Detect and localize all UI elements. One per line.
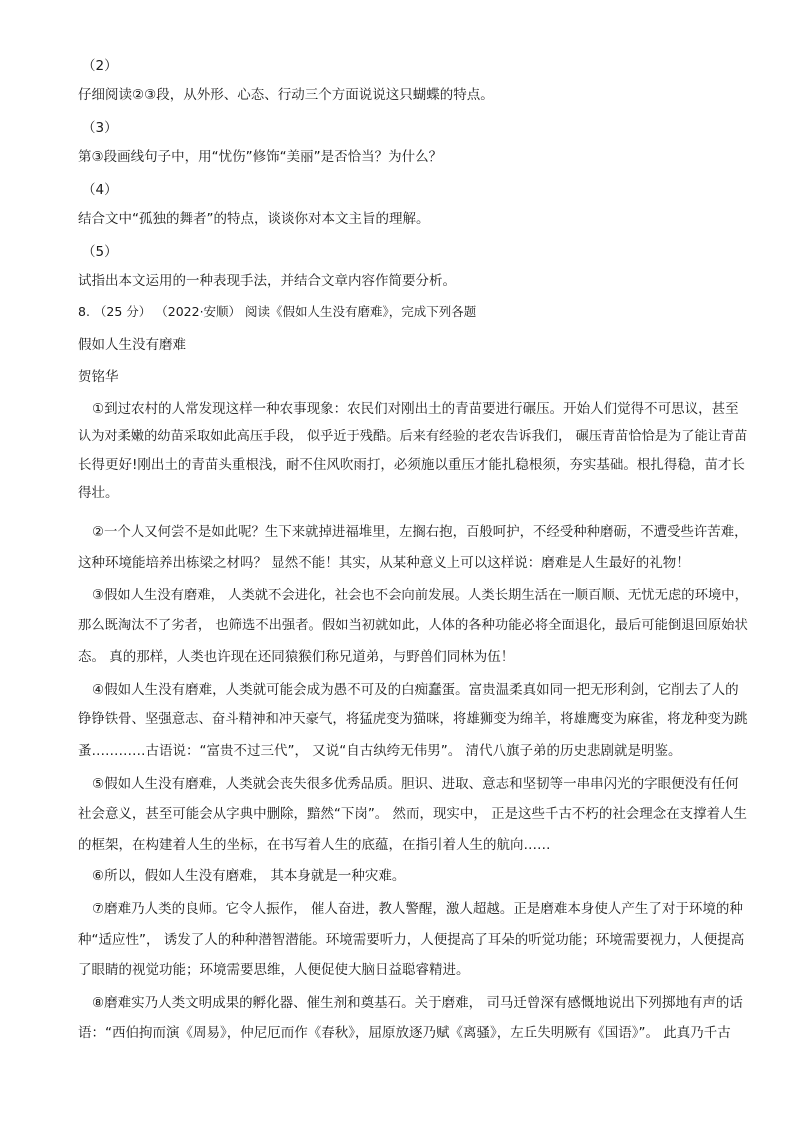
- paragraph-line: ④假如人生没有磨难，人类就可能会成为愚不可及的白痴蠢蛋。富贵温柔真如同一把无形利剑，它削去了人的: [92, 682, 739, 698]
- paragraph-line: 种“适应性”， 诱发了人的种种潜智潜能。环境需要听力，人便提高了耳朵的听觉功能；环境需要视力，人便提高: [78, 932, 745, 948]
- paragraph-line: 铮铮铁骨、坚强意志、奋斗精神和冲天豪气，将猛虎变为猫咪，将雄狮变为绵羊，将雄鹰变为麻雀，将龙种变为跳: [78, 712, 748, 727]
- paragraph-line: 蚤…………古语说：“富贵不过三代”， 又说“自古纨绔无伟男”。 清代八旗子弟的历史悲剧就是明鉴。: [78, 743, 682, 759]
- question-text: 试指出本文运用的一种表现手法，并结合文章内容作简要分析。: [78, 273, 456, 289]
- paragraph-line: ②一个人又何尝不是如此呢？生下来就掉进福堆里，左搁右抱，百般呵护，不经受种种磨砺，不遭受些许苦难，: [92, 525, 748, 540]
- article-author: 贺铭华: [78, 369, 119, 385]
- question-text: 第③段画线句子中，用“忧伤”修饰“美丽”是否恰当？为什么？: [78, 149, 443, 165]
- paragraph-line: 社会意义，甚至可能会从字典中删除，黯然“下岗”。 然而，现实中， 正是这些千古不朽的社会理念在支撑着人生: [78, 806, 748, 822]
- article-title: 假如人生没有磨难: [78, 337, 186, 353]
- question-header: 8. （25 分） （2022·安顺） 阅读《假如人生没有磨难》，完成下列各题: [78, 304, 477, 319]
- paragraph-line: ⑤假如人生没有磨难，人类就会丧失很多优秀品质。胆识、进取、意志和坚韧等一串串闪光的字眼便没有任何: [92, 776, 739, 792]
- question-number: （2）: [82, 58, 118, 74]
- paragraph-line: 长得更好!刚出土的青苗头重根浅，耐不住风吹雨打，必须施以重压才能扎稳根须，夯实基础。根扎得稳，苗才长: [78, 457, 745, 473]
- question-number: （4）: [82, 182, 118, 198]
- paragraph-line: ⑧磨难实乃人类文明成果的孵化器、催生剂和奠基石。关于磨难， 司马迁曾深有感慨地说出下列掷地有声的话: [92, 995, 743, 1011]
- paragraph-line: 这种环境能培养出栋梁之材吗？ 显然不能！其实，从某种意义上可以这样说：磨难是人生最好的礼物！: [78, 555, 690, 571]
- paragraph-line: ⑥所以，假如人生没有磨难， 其本身就是一种灾难。: [92, 868, 406, 884]
- paragraph-line: 得壮。: [78, 485, 119, 501]
- paragraph-line: 那么既淘汰不了劣者， 也筛选不出强者。假如当初就如此，人体的各种功能必将全面退化，最后可能倒退回原始状: [78, 618, 748, 633]
- paragraph-line: 认为对柔嫩的幼苗采取如此高压手段， 似乎近于残酷。后来有经验的老农告诉我们， 碾压青苗恰恰是为了能让青苗: [78, 429, 748, 444]
- question-number: （5）: [82, 244, 118, 260]
- paragraph-line: ⑦磨难乃人类的良师。它令人振作， 催人奋进，教人警醒，激人超越。正是磨难本身使人产生了对于环境的种: [92, 901, 743, 917]
- paragraph-line: 的框架，在构建着人生的坐标，在书写着人生的底蕴，在指引着人生的航向……: [78, 837, 551, 853]
- paragraph-line: ③假如人生没有磨难， 人类就不会进化，社会也不会向前发展。人类长期生活在一顺百顺、无忧无虑的环境中，: [92, 588, 748, 603]
- question-text: 结合文中“孤独的舞者”的特点，谈谈你对本文主旨的理解。: [78, 211, 430, 227]
- question-text: 仔细阅读②③段，从外形、心态、行动三个方面说说这只蝴蝶的特点。: [78, 87, 494, 103]
- paragraph-line: ①到过农村的人常发现这样一种农事现象：农民们对刚出土的青苗要进行碾压。开始人们觉得不可思议，甚至: [92, 401, 739, 417]
- paragraph-line: 态。 真的那样，人类也许现在还同猿猴们称兄道弟，与野兽们同林为伍！: [78, 649, 515, 665]
- paragraph-line: 了眼睛的视觉功能；环境需要思维，人便促使大脑日益聪睿精进。: [78, 962, 470, 978]
- paragraph-line: 语：“西伯拘而演《周易》，仲尼厄而作《春秋》，屈原放逐乃赋《离骚》，左丘失明厥有《国语》”。 此真乃千古: [78, 1025, 731, 1041]
- question-number: （3）: [82, 120, 118, 136]
